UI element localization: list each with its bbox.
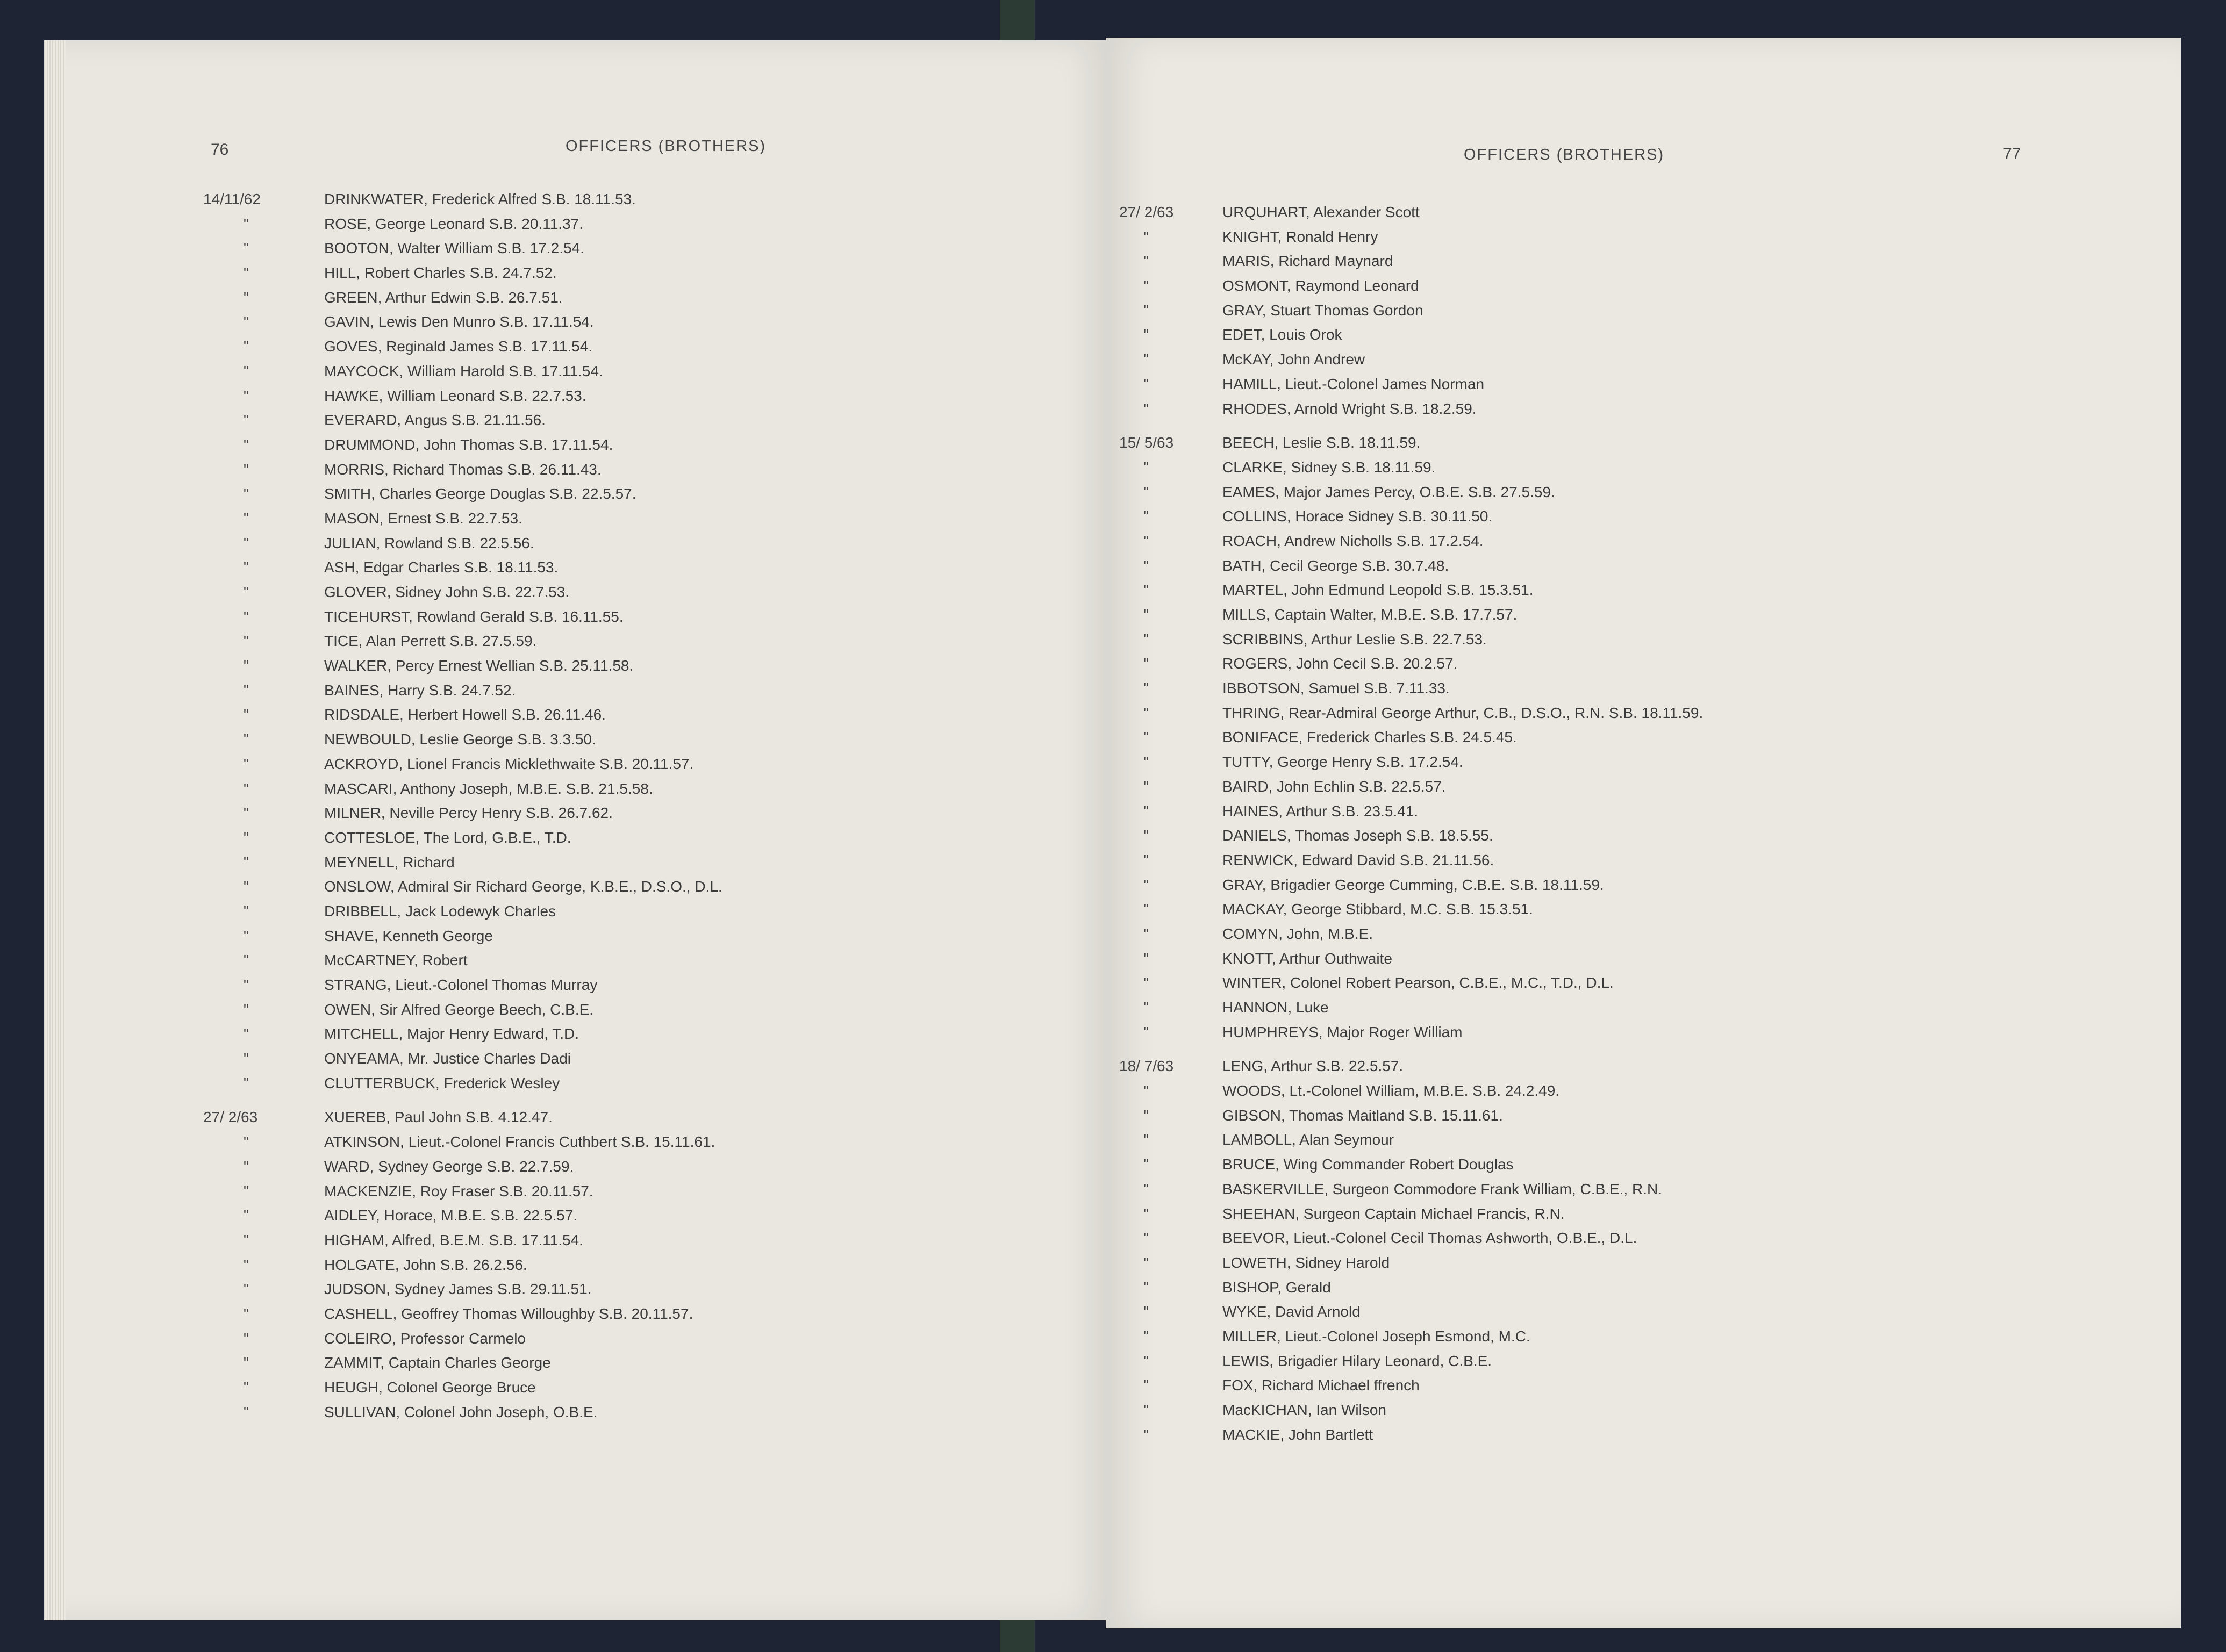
entry-date: " [1143, 557, 1149, 574]
entry-date: " [1143, 1156, 1149, 1173]
entry-name: HOLGATE, John S.B. 26.2.56. [324, 1256, 527, 1273]
entry-date: " [244, 313, 249, 331]
entry-date: " [244, 436, 249, 453]
entry-date: " [1143, 851, 1149, 868]
entry-date: " [244, 853, 249, 871]
entry-name: SHAVE, Kenneth George [324, 927, 493, 944]
entry-date: " [1143, 729, 1149, 746]
entry-name: THRING, Rear-Admiral George Arthur, C.B., D.S.O., R.N. S.B. 18.11.59. [1222, 704, 1704, 721]
entry-date: " [244, 264, 249, 282]
entry-name: BAINES, Harry S.B. 24.7.52. [324, 681, 516, 699]
entry-date: " [1143, 827, 1149, 844]
left-page-number: 76 [211, 141, 229, 159]
entry-name: ROGERS, John Cecil S.B. 20.2.57. [1222, 655, 1458, 672]
entry-date: " [1143, 1377, 1149, 1394]
entry-date: " [244, 633, 249, 650]
entry-name: WINTER, Colonel Robert Pearson, C.B.E., M.C., T.D., D.L. [1222, 974, 1614, 992]
entry-date: " [1143, 581, 1149, 599]
entry-name: RIDSDALE, Herbert Howell S.B. 26.11.46. [324, 706, 606, 723]
entry-name: HIGHAM, Alfred, B.E.M. S.B. 17.11.54. [324, 1231, 583, 1248]
entry-date: " [244, 976, 249, 993]
entry-name: SMITH, Charles George Douglas S.B. 22.5.57. [324, 485, 636, 502]
left-page [44, 40, 1111, 1620]
entry-date: " [244, 461, 249, 478]
entry-name: DRUMMOND, John Thomas S.B. 17.11.54. [324, 436, 613, 453]
entry-date: 15/ 5/63 [1119, 434, 1174, 451]
entry-date: " [1143, 1107, 1149, 1124]
entry-date: " [1143, 1327, 1149, 1345]
entry-name: HAMILL, Lieut.-Colonel James Norman [1222, 375, 1485, 392]
entry-date: " [1143, 1426, 1149, 1443]
book-spine-top [1000, 0, 1035, 43]
entry-date: " [1143, 1254, 1149, 1271]
entry-name: JUDSON, Sydney James S.B. 29.11.51. [324, 1281, 592, 1298]
entry-date: " [1143, 974, 1149, 992]
entry-name: ROACH, Andrew Nicholls S.B. 17.2.54. [1222, 532, 1484, 549]
entry-name: HANNON, Luke [1222, 999, 1329, 1016]
entry-date: " [1143, 508, 1149, 525]
entry-name: COLEIRO, Professor Carmelo [324, 1330, 526, 1347]
entry-date: " [1143, 876, 1149, 893]
entry-name: CLUTTERBUCK, Frederick Wesley [324, 1074, 560, 1091]
entry-date: " [244, 1207, 249, 1224]
entry-name: DRIBBELL, Jack Lodewyk Charles [324, 902, 556, 920]
entry-date: " [1143, 458, 1149, 476]
entry-name: BOOTON, Walter William S.B. 17.2.54. [324, 240, 584, 257]
entry-name: McKAY, John Andrew [1222, 351, 1365, 368]
entry-date: " [244, 731, 249, 748]
entry-date: " [1143, 1402, 1149, 1418]
entry-name: MILNER, Neville Percy Henry S.B. 26.7.62. [324, 805, 613, 822]
entry-name: HAWKE, William Leonard S.B. 22.7.53. [324, 387, 586, 404]
entry-date: " [244, 657, 249, 674]
entry-date: " [1143, 1352, 1149, 1369]
entry-name: COLLINS, Horace Sidney S.B. 30.11.50. [1222, 508, 1493, 525]
entry-date: " [244, 559, 249, 576]
entry-date: " [1143, 606, 1149, 623]
entry-date: " [1143, 1303, 1149, 1320]
entry-name: MILLS, Captain Walter, M.B.E. S.B. 17.7.57. [1222, 606, 1518, 623]
entry-date: " [244, 1001, 249, 1018]
entry-name: KNIGHT, Ronald Henry [1222, 228, 1378, 245]
entry-date: " [1143, 1205, 1149, 1222]
entry-name: MACKENZIE, Roy Fraser S.B. 20.11.57. [324, 1182, 593, 1200]
right-page-header: OFFICERS (BROTHERS) [1464, 146, 1665, 163]
entry-name: MAYCOCK, William Harold S.B. 17.11.54. [324, 362, 603, 379]
entry-name: MACKAY, George Stibbard, M.C. S.B. 15.3.51. [1222, 901, 1533, 918]
entry-name: TUTTY, George Henry S.B. 17.2.54. [1222, 753, 1463, 771]
entry-date: " [244, 1025, 249, 1043]
entry-name: TICE, Alan Perrett S.B. 27.5.59. [324, 633, 537, 650]
entry-date: " [244, 1231, 249, 1248]
entry-name: KNOTT, Arthur Outhwaite [1222, 950, 1392, 967]
entry-name: RENWICK, Edward David S.B. 21.11.56. [1222, 851, 1494, 868]
entry-date: " [244, 1379, 249, 1396]
entry-name: SULLIVAN, Colonel John Joseph, O.B.E. [324, 1403, 598, 1420]
entry-date: " [1143, 228, 1149, 245]
entry-date: " [1143, 630, 1149, 648]
entry-date: " [1143, 1131, 1149, 1148]
entry-name: IBBOTSON, Samuel S.B. 7.11.33. [1222, 680, 1450, 697]
entry-name: MARIS, Richard Maynard [1222, 253, 1393, 270]
entry-date: " [1143, 655, 1149, 672]
entry-name: BEEVOR, Lieut.-Colonel Cecil Thomas Ashworth, O.B.E., D.L. [1222, 1230, 1637, 1247]
entry-name: GOVES, Reginald James S.B. 17.11.54. [324, 338, 593, 355]
entry-date: 18/ 7/63 [1119, 1058, 1174, 1075]
entry-name: TICEHURST, Rowland Gerald S.B. 16.11.55. [324, 608, 624, 625]
entry-date: " [244, 1256, 249, 1273]
entry-name: BASKERVILLE, Surgeon Commodore Frank William, C.B.E., R.N. [1222, 1180, 1662, 1197]
entry-name: WARD, Sydney George S.B. 22.7.59. [324, 1158, 574, 1175]
entry-name: EAMES, Major James Percy, O.B.E. S.B. 27.5.59. [1222, 483, 1555, 500]
entry-date: 27/ 2/63 [1119, 204, 1174, 220]
entry-date: " [244, 1050, 249, 1067]
entry-name: DRINKWATER, Frederick Alfred S.B. 18.11.53. [324, 191, 636, 207]
entry-name: OWEN, Sir Alfred George Beech, C.B.E. [324, 1001, 594, 1018]
entry-date: " [244, 706, 249, 723]
entry-date: " [244, 412, 249, 429]
entry-name: BEECH, Leslie S.B. 18.11.59. [1222, 434, 1421, 451]
entry-name: RHODES, Arnold Wright S.B. 18.2.59. [1222, 400, 1477, 417]
entry-name: JULIAN, Rowland S.B. 22.5.56. [324, 534, 534, 551]
entry-name: LOWETH, Sidney Harold [1222, 1254, 1390, 1271]
entry-date: " [244, 215, 249, 232]
entry-name: MASON, Ernest S.B. 22.7.53. [324, 509, 522, 527]
entry-date: " [1143, 1230, 1149, 1247]
entry-name: ZAMMIT, Captain Charles George [324, 1354, 551, 1371]
entry-date: " [1143, 301, 1149, 319]
entry-date: " [1143, 704, 1149, 721]
entry-name: ONYEAMA, Mr. Justice Charles Dadi [324, 1050, 571, 1067]
entry-date: " [244, 1281, 249, 1298]
entry-name: FOX, Richard Michael ffrench [1222, 1377, 1420, 1394]
entry-name: AIDLEY, Horace, M.B.E. S.B. 22.5.57. [324, 1207, 578, 1224]
entry-date: " [244, 387, 249, 404]
right-page-number: 77 [2003, 145, 2021, 163]
entry-date: " [244, 362, 249, 379]
entry-name: WYKE, David Arnold [1222, 1303, 1361, 1320]
entry-name: DANIELS, Thomas Joseph S.B. 18.5.55. [1222, 827, 1493, 844]
entry-name: BRUCE, Wing Commander Robert Douglas [1222, 1156, 1514, 1173]
entry-name: HEUGH, Colonel George Bruce [324, 1379, 536, 1396]
entry-name: MORRIS, Richard Thomas S.B. 26.11.43. [324, 461, 602, 478]
entry-date: " [244, 805, 249, 822]
entry-date: " [1143, 802, 1149, 820]
entry-date: " [1143, 1180, 1149, 1197]
entry-name: COTTESLOE, The Lord, G.B.E., T.D. [324, 829, 571, 846]
entry-name: MEYNELL, Richard [324, 853, 455, 871]
entry-name: MacKICHAN, Ian Wilson [1222, 1402, 1386, 1418]
entry-name: CLARKE, Sidney S.B. 18.11.59. [1222, 458, 1436, 476]
entry-date: " [244, 829, 249, 846]
entry-date: " [244, 902, 249, 920]
entry-date: " [244, 755, 249, 772]
entry-name: EDET, Louis Orok [1222, 326, 1342, 343]
entry-date: " [1143, 1023, 1149, 1040]
entry-date: " [244, 1158, 249, 1175]
entry-name: BONIFACE, Frederick Charles S.B. 24.5.45. [1222, 729, 1517, 746]
entry-name: URQUHART, Alexander Scott [1222, 204, 1420, 220]
entry-date: " [1143, 950, 1149, 967]
entry-name: STRANG, Lieut.-Colonel Thomas Murray [324, 976, 598, 993]
entry-name: NEWBOULD, Leslie George S.B. 3.3.50. [324, 731, 596, 748]
entry-name: MASCARI, Anthony Joseph, M.B.E. S.B. 21.5.58. [324, 780, 653, 797]
entry-name: MILLER, Lieut.-Colonel Joseph Esmond, M.C. [1222, 1327, 1530, 1345]
entry-name: GREEN, Arthur Edwin S.B. 26.7.51. [324, 289, 563, 306]
entry-name: ASH, Edgar Charles S.B. 18.11.53. [324, 559, 559, 576]
entry-name: HILL, Robert Charles S.B. 24.7.52. [324, 264, 557, 282]
entry-date: " [1143, 901, 1149, 918]
entry-date: " [1143, 277, 1149, 295]
entry-name: GLOVER, Sidney John S.B. 22.7.53. [324, 584, 570, 600]
entry-date: " [244, 584, 249, 600]
entry-name: MITCHELL, Major Henry Edward, T.D. [324, 1025, 579, 1043]
entry-date: " [244, 1354, 249, 1371]
entry-date: " [244, 1074, 249, 1091]
entry-name: HUMPHREYS, Major Roger William [1222, 1023, 1463, 1040]
entry-date: " [244, 608, 249, 625]
entry-date: " [244, 534, 249, 551]
entry-date: 14/11/62 [203, 191, 261, 207]
entry-name: MARTEL, John Edmund Leopold S.B. 15.3.51. [1222, 581, 1534, 599]
entry-name: SCRIBBINS, Arthur Leslie S.B. 22.7.53. [1222, 630, 1487, 648]
entry-name: XUEREB, Paul John S.B. 4.12.47. [324, 1109, 553, 1126]
page-edges [44, 40, 66, 1620]
entry-date: " [244, 485, 249, 502]
entry-date: " [244, 1133, 249, 1151]
entry-name: ATKINSON, Lieut.-Colonel Francis Cuthbert S.B. 15.11.61. [324, 1133, 715, 1151]
entry-date: " [244, 952, 249, 969]
entry-name: SHEEHAN, Surgeon Captain Michael Francis, R.N. [1222, 1205, 1565, 1222]
entry-date: " [1143, 326, 1149, 343]
entry-name: ACKROYD, Lionel Francis Micklethwaite S.B. 20.11.57. [324, 755, 694, 772]
entry-name: BATH, Cecil George S.B. 30.7.48. [1222, 557, 1449, 574]
left-page-header: OFFICERS (BROTHERS) [566, 138, 767, 155]
entry-name: HAINES, Arthur S.B. 23.5.41. [1222, 802, 1419, 820]
entry-date: " [1143, 1082, 1149, 1100]
entry-name: ONSLOW, Admiral Sir Richard George, K.B.E., D.S.O., D.L. [324, 878, 722, 895]
entry-date: " [244, 927, 249, 944]
entry-date: " [244, 509, 249, 527]
entry-date: 27/ 2/63 [203, 1109, 258, 1126]
entry-name: BISHOP, Gerald [1222, 1278, 1331, 1296]
entry-date: " [1143, 532, 1149, 549]
entry-name: BAIRD, John Echlin S.B. 22.5.57. [1222, 778, 1446, 795]
entry-name: GIBSON, Thomas Maitland S.B. 15.11.61. [1222, 1107, 1503, 1124]
entry-name: EVERARD, Angus S.B. 21.11.56. [324, 412, 546, 429]
entry-name: WOODS, Lt.-Colonel William, M.B.E. S.B. 24.2.49. [1222, 1082, 1560, 1100]
entry-date: " [244, 289, 249, 306]
entry-date: " [244, 780, 249, 797]
entry-date: " [1143, 680, 1149, 697]
entry-name: CASHELL, Geoffrey Thomas Willoughby S.B. 20.11.57. [324, 1305, 693, 1322]
entry-date: " [1143, 375, 1149, 392]
entry-date: " [1143, 483, 1149, 500]
entry-date: " [1143, 351, 1149, 368]
entry-name: LAMBOLL, Alan Seymour [1222, 1131, 1394, 1148]
entry-date: " [244, 1330, 249, 1347]
entry-name: McCARTNEY, Robert [324, 952, 468, 969]
entry-date: " [1143, 925, 1149, 942]
entry-date: " [244, 1403, 249, 1420]
entry-date: " [244, 240, 249, 257]
entry-date: " [244, 338, 249, 355]
entry-name: LEWIS, Brigadier Hilary Leonard, C.B.E. [1222, 1352, 1492, 1369]
entry-date: " [1143, 253, 1149, 270]
entry-date: " [1143, 1278, 1149, 1296]
entry-date: " [1143, 400, 1149, 417]
entry-date: " [244, 1182, 249, 1200]
entry-name: OSMONT, Raymond Leonard [1222, 277, 1419, 295]
entry-date: " [244, 1305, 249, 1322]
entry-date: " [1143, 753, 1149, 771]
entry-name: ROSE, George Leonard S.B. 20.11.37. [324, 215, 584, 232]
entry-name: LENG, Arthur S.B. 22.5.57. [1222, 1058, 1404, 1075]
entry-name: MACKIE, John Bartlett [1222, 1426, 1373, 1443]
entry-name: GAVIN, Lewis Den Munro S.B. 17.11.54. [324, 313, 594, 331]
entry-name: COMYN, John, M.B.E. [1222, 925, 1373, 942]
entry-name: WALKER, Percy Ernest Wellian S.B. 25.11.58. [324, 657, 634, 674]
entry-name: GRAY, Stuart Thomas Gordon [1222, 301, 1423, 319]
entry-date: " [1143, 778, 1149, 795]
entry-date: " [244, 878, 249, 895]
entry-date: " [1143, 999, 1149, 1016]
entry-name: GRAY, Brigadier George Cumming, C.B.E. S.B. 18.11.59. [1222, 876, 1604, 893]
entry-date: " [244, 681, 249, 699]
